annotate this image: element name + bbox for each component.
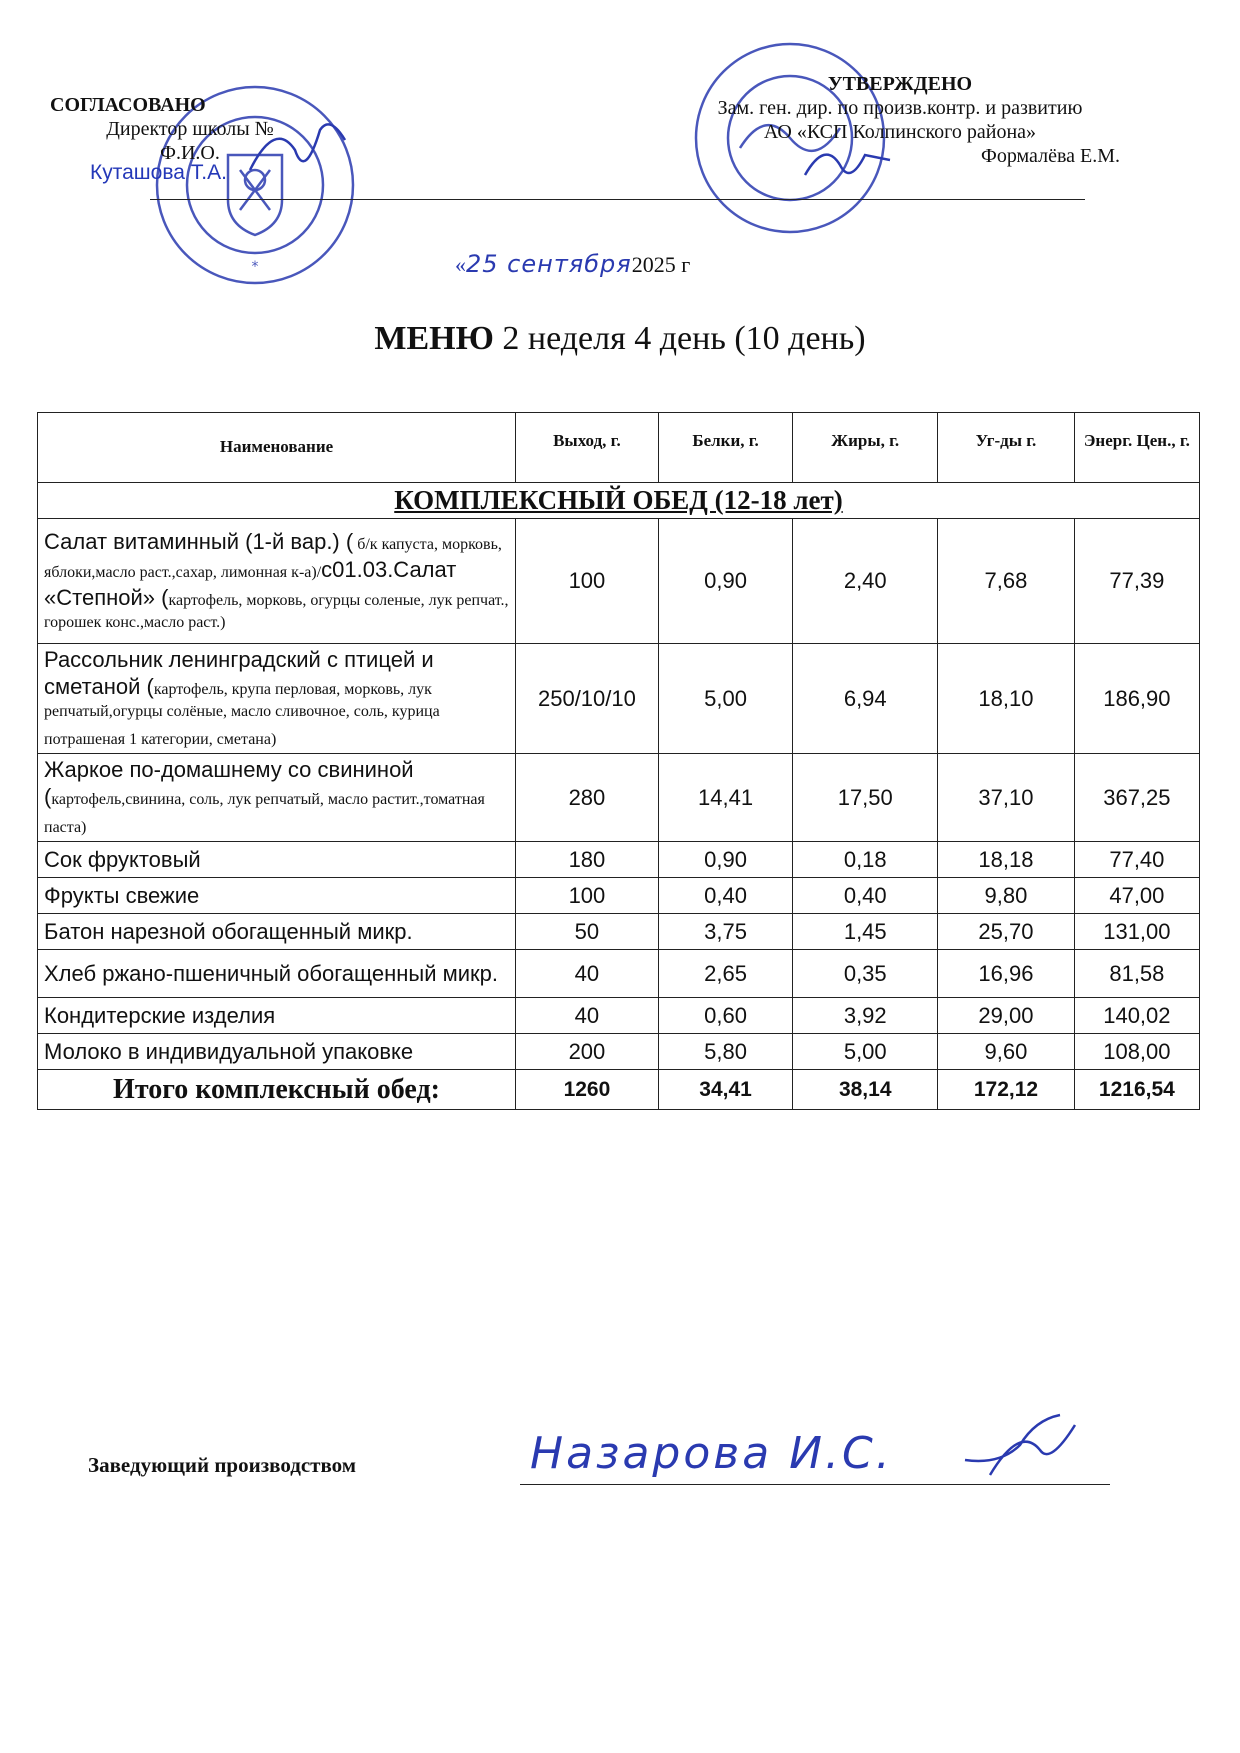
confirmed-label: УТВЕРЖДЕНО bbox=[827, 73, 973, 95]
dish-name: Кондитерские изделия bbox=[44, 1002, 276, 1028]
dish-ingredients: б/к капуста, морковь, яблоки,масло раст.,сахар, лимонная к-а)/ bbox=[44, 536, 502, 581]
value-out: 250/10/10 bbox=[516, 644, 659, 754]
value-carb: 29,00 bbox=[938, 998, 1075, 1034]
value-carb: 16,96 bbox=[938, 950, 1075, 998]
title-rest: 2 неделя 4 день (10 день) bbox=[493, 320, 866, 357]
company-line: АО «КСП Колпинского района» bbox=[763, 121, 1037, 143]
total-fat: 38,14 bbox=[793, 1070, 938, 1110]
dish-name-cell bbox=[38, 842, 516, 878]
signer-name: Формалёва Е.М. bbox=[981, 145, 1120, 167]
dish-name: Рассольник ленинградский с птицей и сметаной ( bbox=[44, 647, 434, 699]
value-prot: 0,40 bbox=[658, 878, 793, 914]
value-energy: 47,00 bbox=[1074, 878, 1199, 914]
date-quote: « bbox=[455, 252, 466, 277]
table-row bbox=[38, 754, 1200, 842]
dish-name-cell bbox=[38, 950, 516, 998]
table-row bbox=[38, 950, 1200, 998]
col-header-carbs: Уг-ды г. bbox=[938, 413, 1075, 483]
value-carb: 9,60 bbox=[938, 1034, 1075, 1070]
table-header-row bbox=[38, 413, 1200, 483]
total-carb: 172,12 bbox=[938, 1070, 1075, 1110]
value-prot: 14,41 bbox=[658, 754, 793, 842]
dish-name: Салат витаминный (1-й вар.) ( bbox=[44, 529, 354, 554]
value-prot: 0,90 bbox=[658, 842, 793, 878]
signature-line bbox=[520, 1484, 1110, 1485]
section-row bbox=[38, 483, 1200, 519]
total-label: Итого комплексный обед: bbox=[38, 1070, 516, 1110]
value-energy: 367,25 bbox=[1074, 754, 1199, 842]
value-out: 40 bbox=[516, 950, 659, 998]
total-out: 1260 bbox=[516, 1070, 659, 1110]
value-carb: 7,68 bbox=[938, 519, 1075, 644]
value-fat: 2,40 bbox=[793, 519, 938, 644]
header-rule bbox=[150, 199, 1085, 200]
value-out: 50 bbox=[516, 914, 659, 950]
dish-name-cell bbox=[38, 519, 516, 644]
director-signature bbox=[245, 110, 355, 190]
table-row bbox=[38, 1034, 1200, 1070]
deputy-signature bbox=[800, 135, 910, 195]
col-header-name: Наименование bbox=[38, 413, 516, 483]
dish-name: Фрукты свежие bbox=[44, 882, 200, 908]
value-carb: 18,18 bbox=[938, 842, 1075, 878]
production-head-signature-name: Назарова И.С. bbox=[530, 1428, 893, 1479]
dish-name: Хлеб ржано-пшеничный обогащенный микр. bbox=[44, 960, 499, 986]
value-carb: 25,70 bbox=[938, 914, 1075, 950]
stamped-name: Куташова Т.А. bbox=[90, 161, 227, 184]
page-title bbox=[0, 320, 1240, 358]
date-year: 2025 г bbox=[631, 252, 691, 277]
dish-name-cell bbox=[38, 754, 516, 842]
col-header-protein: Белки, г. bbox=[658, 413, 793, 483]
value-prot: 5,00 bbox=[658, 644, 793, 754]
fio-line: Ф.И.О. bbox=[160, 142, 220, 164]
value-out: 180 bbox=[516, 842, 659, 878]
dish-name: Сок фруктовый bbox=[44, 846, 201, 872]
dish-name: Батон нарезной обогащенный микр. bbox=[44, 918, 413, 944]
value-prot: 0,90 bbox=[658, 519, 793, 644]
value-energy: 140,02 bbox=[1074, 998, 1199, 1034]
approved-label: СОГЛАСОВАНО bbox=[50, 94, 206, 116]
value-energy: 81,58 bbox=[1074, 950, 1199, 998]
dish-name: Жаркое по-домашнему со свининой ( bbox=[44, 757, 414, 809]
dish-name-cell bbox=[38, 914, 516, 950]
dish-name-cell bbox=[38, 644, 516, 754]
date-handwritten: 25 сентября bbox=[466, 250, 632, 278]
title-bold: МЕНЮ bbox=[374, 320, 494, 357]
col-header-output: Выход, г. bbox=[516, 413, 659, 483]
dish-ingredients: картофель,свинина, соль, лук репчатый, масло растит.,томатная паста) bbox=[44, 791, 485, 836]
table-row bbox=[38, 519, 1200, 644]
deputy-line: Зам. ген. дир. по произв.контр. и развитию bbox=[717, 97, 1083, 119]
value-fat: 17,50 bbox=[793, 754, 938, 842]
value-prot: 3,75 bbox=[658, 914, 793, 950]
dish-name: Молоко в индивидуальной упаковке bbox=[44, 1038, 414, 1064]
value-energy: 186,90 bbox=[1074, 644, 1199, 754]
table-row bbox=[38, 998, 1200, 1034]
dish-ingredients: картофель, морковь, огурцы соленые, лук репчат., горошек конс.,масло раст.) bbox=[44, 592, 509, 631]
total-prot: 34,41 bbox=[658, 1070, 793, 1110]
col-header-fat: Жиры, г. bbox=[793, 413, 938, 483]
section-title: КОМПЛЕКСНЫЙ ОБЕД (12-18 лет) bbox=[38, 483, 1200, 519]
value-out: 40 bbox=[516, 998, 659, 1034]
value-fat: 6,94 bbox=[793, 644, 938, 754]
total-energy: 1216,54 bbox=[1074, 1070, 1199, 1110]
table-row bbox=[38, 914, 1200, 950]
value-fat: 1,45 bbox=[793, 914, 938, 950]
value-energy: 131,00 bbox=[1074, 914, 1199, 950]
dish-name-cell bbox=[38, 1034, 516, 1070]
value-carb: 9,80 bbox=[938, 878, 1075, 914]
value-fat: 0,40 bbox=[793, 878, 938, 914]
menu-table bbox=[37, 412, 1200, 1110]
approval-date bbox=[455, 250, 690, 278]
value-fat: 0,18 bbox=[793, 842, 938, 878]
dish-name-cell bbox=[38, 878, 516, 914]
table-row bbox=[38, 644, 1200, 754]
table-row bbox=[38, 878, 1200, 914]
dish-name-cell bbox=[38, 998, 516, 1034]
production-head-label: Заведующий производством bbox=[88, 1453, 357, 1477]
value-fat: 0,35 bbox=[793, 950, 938, 998]
value-energy: 108,00 bbox=[1074, 1034, 1199, 1070]
value-energy: 77,39 bbox=[1074, 519, 1199, 644]
production-head-signature bbox=[960, 1405, 1080, 1485]
value-prot: 0,60 bbox=[658, 998, 793, 1034]
col-header-energy: Энерг. Цен., г. bbox=[1074, 413, 1199, 483]
value-out: 200 bbox=[516, 1034, 659, 1070]
value-fat: 5,00 bbox=[793, 1034, 938, 1070]
total-row bbox=[38, 1070, 1200, 1110]
value-out: 100 bbox=[516, 878, 659, 914]
value-out: 100 bbox=[516, 519, 659, 644]
svg-text:*: * bbox=[251, 259, 259, 275]
value-out: 280 bbox=[516, 754, 659, 842]
value-prot: 2,65 bbox=[658, 950, 793, 998]
dish-name: с01.03.Салат «Степной» ( bbox=[44, 557, 457, 610]
value-energy: 77,40 bbox=[1074, 842, 1199, 878]
value-prot: 5,80 bbox=[658, 1034, 793, 1070]
value-fat: 3,92 bbox=[793, 998, 938, 1034]
director-line: Директор школы № bbox=[106, 118, 274, 140]
dish-ingredients: картофель, крупа перловая, морковь, лук репчатый,огурцы солёные, масло сливочное, соль, курица потрашеная 1 категории, сметана) bbox=[44, 681, 440, 748]
value-carb: 18,10 bbox=[938, 644, 1075, 754]
value-carb: 37,10 bbox=[938, 754, 1075, 842]
table-row bbox=[38, 842, 1200, 878]
